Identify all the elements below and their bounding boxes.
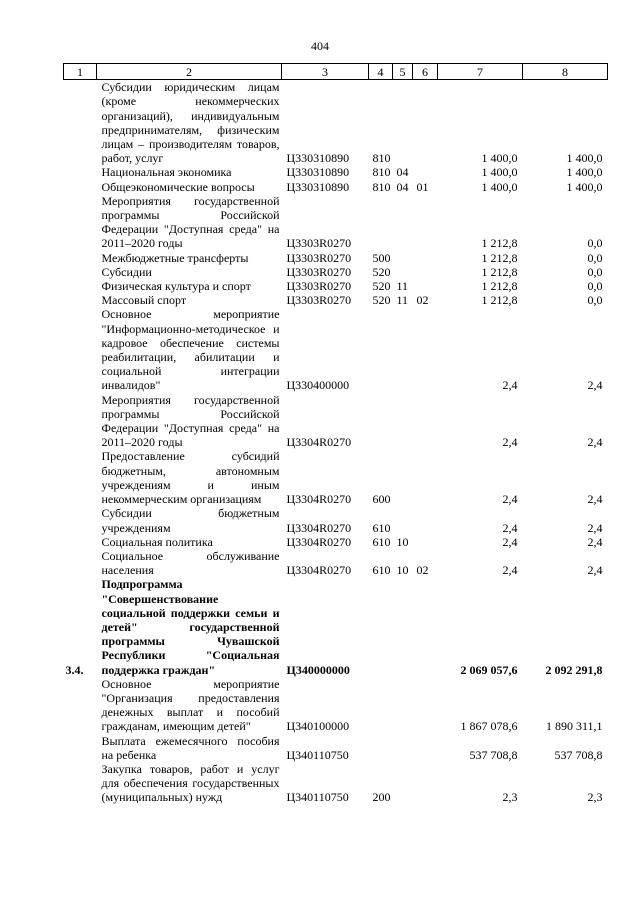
expense-type-code [369,194,393,251]
table-row [64,293,608,307]
amount-year-2: 0,0 [587,264,603,279]
amount-year-2: 2,4 [587,492,603,507]
amount-year-1: 2,4 [502,520,518,535]
amount-year-2: 1 400,0 [566,179,603,194]
expense-type-code: 520 [372,264,391,279]
table-row [64,251,608,265]
row-description: Физическая культура и спорт [101,279,251,294]
section-code [393,449,413,506]
row-number [64,307,97,392]
row-description: Выплата ежемесячного пособия на ребенка [101,733,280,762]
expense-type-code: 810 [372,151,391,166]
table-body [64,80,608,805]
subsection-code [413,165,438,179]
subsection-code [413,194,438,251]
amount-year-1: 1 212,8 [481,293,518,308]
table-row [64,80,608,166]
expense-type-code: 520 [372,279,391,294]
amount-year-1: 1 212,8 [481,236,518,251]
header-cell: 8 [523,64,608,80]
amount-year-2: 2,4 [587,563,603,578]
row-description: Мероприятия государственной программы Российской Федерации "Доступная среда" на 2011–2020 годы [101,392,280,450]
subsection-code [413,535,438,549]
section-code: 11 [396,293,409,308]
target-article-code: Ц3303R0270 [286,250,352,265]
table-row [64,734,608,762]
row-description: Основное мероприятие "Информационно-методическое и кадровое обеспечение системы реабилитации, абилитации и социальной интеграции инвалидов" [101,307,280,393]
row-description: Массовый спорт [101,293,187,308]
expense-type-code: 500 [372,250,391,265]
table-row [64,549,608,577]
subsection-code [413,307,438,392]
target-article-code: Ц330310890 [286,151,350,166]
subsection-code [413,762,438,805]
row-description: Межбюджетные трансферты [101,250,249,265]
amount-year-2: 0,0 [587,279,603,294]
amount-year-2: 0,0 [587,250,603,265]
amount-year-2: 2 092 291,8 [545,662,603,677]
amount-year-1: 1 212,8 [481,250,518,265]
table-row [64,165,608,179]
amount-year-2: 537 708,8 [554,747,603,762]
table-row [64,393,608,450]
target-article-code: Ц330310890 [286,179,350,194]
subsection-code [413,449,438,506]
amount-year-1: 1 867 078,6 [460,719,518,734]
row-number [64,734,97,762]
amount-year-1: 2,4 [502,435,518,450]
row-description: Общеэкономические вопросы [101,179,255,194]
section-code [393,307,413,392]
target-article-code: Ц3304R0270 [286,492,352,507]
table-row [64,449,608,506]
subsection-code [413,279,438,293]
expense-type-code: 810 [372,179,391,194]
target-article-code: Ц340100000 [286,719,350,734]
amount-year-2: 1 400,0 [566,165,603,180]
row-number [64,293,97,307]
table-row [64,180,608,194]
section-code [393,734,413,762]
table-row [64,677,608,734]
subsection-code [413,80,438,166]
amount-year-2: 1 890 311,1 [545,719,603,734]
row-number [64,194,97,251]
target-article-code: Ц3304R0270 [286,534,352,549]
expense-type-code [369,307,393,392]
row-number [64,677,97,734]
expense-type-code: 610 [372,534,391,549]
row-number [64,535,97,549]
amount-year-2: 2,4 [587,378,603,393]
expense-type-code: 600 [372,492,391,507]
header-cell: 6 [413,64,438,80]
section-code: 10 [396,534,409,549]
subsection-code: 02 [416,293,429,308]
target-article-code: Ц340000000 [286,662,350,677]
section-code [393,393,413,450]
amount-year-1: 2,4 [502,534,518,549]
target-article-code: Ц3304R0270 [286,435,352,450]
row-description: Закупка товаров, работ и услуг для обеспечения государственных (муниципальных) нужд [101,761,280,805]
table-row [64,506,608,534]
amount-year-2: 0,0 [587,293,603,308]
amount-year-2: 2,4 [587,534,603,549]
subsection-code [413,677,438,734]
amount-year-1: 2,4 [502,378,518,393]
table-row [64,194,608,251]
target-article-code: Ц3303R0270 [286,264,352,279]
expense-type-code [369,577,393,676]
table-row [64,577,608,676]
amount-year-1: 2,4 [502,492,518,507]
expense-type-code: 610 [372,520,391,535]
table-row [64,762,608,805]
row-number: 3.4. [65,662,84,677]
header-row [64,64,608,80]
section-code: 04 [396,179,409,194]
target-article-code: Ц3303R0270 [286,293,352,308]
expense-type-code: 200 [372,790,391,805]
row-description: Предоставление субсидий бюджетным, автономным учреждениям и иным некоммерческим организациям [101,449,280,507]
header-cell: 4 [369,64,393,80]
subsection-code [413,506,438,534]
section-code [393,577,413,676]
table-row [64,535,608,549]
section-code [393,506,413,534]
row-number [64,180,97,194]
row-number [64,279,97,293]
subsection-code [413,577,438,676]
amount-year-1: 2 069 057,6 [460,662,518,677]
row-number [64,165,97,179]
amount-year-2: 1 400,0 [566,151,603,166]
target-article-code: Ц3303R0270 [286,279,352,294]
row-description: Подпрограмма "Совершенствование социальной поддержки семьи и детей" государственной программы Чувашской Республики "Социальная поддержка граждан" [101,577,280,677]
amount-year-1: 1 400,0 [481,165,518,180]
amount-year-1: 2,4 [502,563,518,578]
subsection-code [413,265,438,279]
header-cell: 3 [282,64,369,80]
amount-year-2: 2,3 [587,790,603,805]
section-code: 04 [396,165,409,180]
expense-type-code: 610 [372,563,391,578]
target-article-code: Ц330400000 [286,378,350,393]
page-number: 404 [311,39,329,53]
target-article-code: Ц340110750 [286,790,349,805]
section-code [393,677,413,734]
header-cell: 2 [97,64,282,80]
section-code [393,194,413,251]
target-article-code: Ц340110750 [286,747,349,762]
amount-year-2: 2,4 [587,435,603,450]
table-row [64,307,608,392]
row-number [64,393,97,450]
target-article-code: Ц3303R0270 [286,236,352,251]
expense-type-code [369,393,393,450]
budget-table [63,63,608,805]
row-description: Мероприятия государственной программы Российской Федерации "Доступная среда" на 2011–2020 годы [101,193,280,251]
expense-type-code: 810 [372,165,391,180]
target-article-code: Ц3304R0270 [286,563,352,578]
section-code [393,80,413,166]
expense-type-code [369,677,393,734]
row-description: Социальная политика [101,534,213,549]
amount-year-1: 1 400,0 [481,151,518,166]
amount-year-2: 2,4 [587,520,603,535]
row-number [64,506,97,534]
amount-year-2: 0,0 [587,236,603,251]
amount-year-1: 537 708,8 [469,747,518,762]
header-cell: 5 [393,64,413,80]
row-description: Национальная экономика [101,165,232,180]
row-description: Субсидии бюджетным учреждениям [101,506,280,535]
subsection-code [413,393,438,450]
header-cell: 7 [438,64,523,80]
amount-year-1: 2,3 [502,790,518,805]
row-number [64,762,97,805]
row-description: Социальное обслуживание населения [101,548,280,578]
row-description: Субсидии [101,264,152,279]
row-number [64,80,97,166]
target-article-code: Ц330310890 [286,165,350,180]
row-number [64,449,97,506]
header-cell: 1 [64,64,97,80]
subsection-code [413,251,438,265]
section-code [393,251,413,265]
section-code: 10 [396,563,409,578]
amount-year-1: 1 400,0 [481,179,518,194]
row-number [64,251,97,265]
row-number [64,265,97,279]
section-code: 11 [396,279,409,294]
row-description: Субсидии юридическим лицам (кроме некоммерческих организаций), индивидуальным предпринимателям, физическим лицам – производителям товаров, работ, услуг [101,80,280,166]
subsection-code [413,734,438,762]
amount-year-1: 1 212,8 [481,264,518,279]
amount-year-1: 1 212,8 [481,279,518,294]
section-code [393,762,413,805]
table-row [64,265,608,279]
section-code [393,265,413,279]
expense-type-code [369,734,393,762]
expense-type-code: 520 [372,293,391,308]
target-article-code: Ц3304R0270 [286,520,352,535]
table-row [64,279,608,293]
row-description: Основное мероприятие "Организация предоставления денежных выплат и пособий гражданам, имеющим детей" [101,676,280,734]
subsection-code: 02 [416,563,429,578]
subsection-code: 01 [416,179,429,194]
row-number [64,549,97,577]
